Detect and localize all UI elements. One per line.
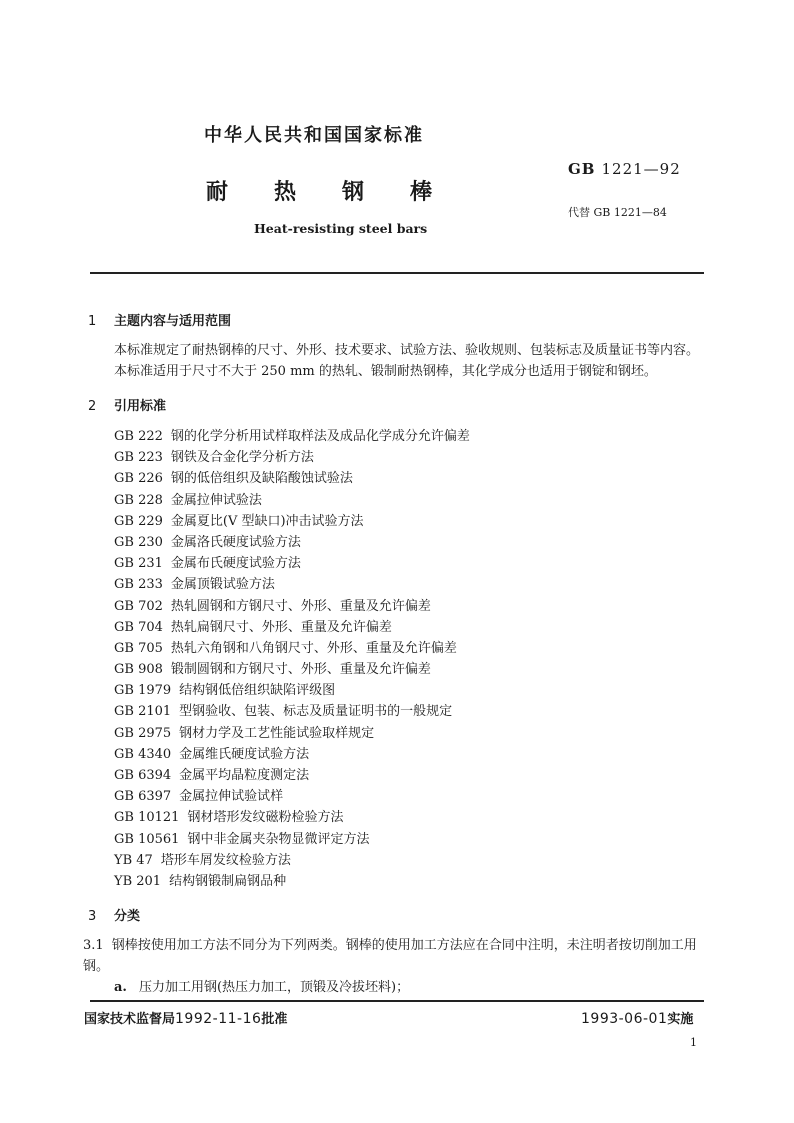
reference-item <box>114 511 470 532</box>
reference-title: 塔形车屑发纹检验方法 <box>160 852 291 868</box>
reference-code: YB 201 <box>114 873 162 889</box>
section-1-paragraph-1: 本标准规定了耐热钢棒的尺寸、外形、技术要求、试验方法、验收规则、包装标志及质量证书等内容。 <box>114 343 700 358</box>
reference-code: GB 226 <box>114 471 163 487</box>
reference-code: GB 908 <box>114 662 163 678</box>
approval-date: 1992-11-16 <box>175 1011 262 1027</box>
clause-3-1-number: 3.1 <box>83 938 104 953</box>
reference-item <box>114 532 470 553</box>
reference-title: 型钢验收、包装、标志及质量证明书的一般规定 <box>179 704 453 720</box>
reference-title: 金属顶锻试验方法 <box>170 577 275 593</box>
reference-item <box>114 596 470 617</box>
reference-title: 金属洛氏硬度试验方法 <box>170 534 301 550</box>
reference-item <box>114 553 470 574</box>
reference-item <box>114 680 470 701</box>
reference-title: 金属维氏硬度试验方法 <box>179 746 310 762</box>
section-1-paragraph-2: 本标准适用于尺寸不大于 250 mm 的热轧、锻制耐热钢棒，其化学成分也适用于钢锭和钢坯。 <box>114 364 657 379</box>
list-item-a-label: a. <box>114 980 127 995</box>
reference-code: GB 228 <box>114 492 163 508</box>
reference-title: 热轧六角钢和八角钢尺寸、外形、重量及允许偏差 <box>170 640 457 656</box>
reference-item <box>114 659 470 680</box>
reference-item <box>114 744 470 765</box>
reference-item <box>114 468 470 489</box>
country-standard-heading: 中华人民共和国国家标准 <box>204 125 424 146</box>
reference-code: GB 702 <box>114 598 163 614</box>
section-1-heading <box>88 310 231 329</box>
reference-item <box>114 638 470 659</box>
reference-code: GB 229 <box>114 513 163 529</box>
reference-title: 结构钢低倍组织缺陷评级图 <box>179 683 336 699</box>
effective-date: 1993-06-01 <box>581 1011 668 1027</box>
approval-suffix: 批准 <box>261 1012 288 1027</box>
section-1-title: 主题内容与适用范围 <box>114 314 232 329</box>
reference-code: GB 2975 <box>114 725 172 741</box>
reference-title: 钢中非金属夹杂物显微评定方法 <box>187 831 370 847</box>
reference-title: 钢材力学及工艺性能试验取样规定 <box>179 725 375 741</box>
reference-title: 金属夏比(V 型缺口)冲击试验方法 <box>170 513 364 529</box>
reference-code: GB 10561 <box>114 831 180 847</box>
section-3-heading <box>88 905 140 924</box>
reference-code: GB 222 <box>114 429 163 444</box>
reference-code: GB 231 <box>114 556 163 572</box>
reference-item <box>114 447 470 468</box>
reference-title: 金属布氏硬度试验方法 <box>170 556 301 572</box>
reference-code: GB 6394 <box>114 768 172 783</box>
reference-code: GB 704 <box>114 619 163 635</box>
reference-title: 锻制圆钢和方钢尺寸、外形、重量及允许偏差 <box>170 662 431 678</box>
reference-code: GB 2101 <box>114 704 172 720</box>
reference-item <box>114 807 470 828</box>
reference-title: 金属拉伸试验法 <box>170 492 262 508</box>
section-3-title: 分类 <box>114 909 141 924</box>
reference-title: 热轧扁钢尺寸、外形、重量及允许偏差 <box>170 619 392 635</box>
reference-item <box>114 490 470 511</box>
section-2-title: 引用标准 <box>114 399 167 414</box>
reference-title: 金属拉伸试验试样 <box>179 789 284 805</box>
clause-3-1-text: 钢棒按使用加工方法不同分为下列两类。钢棒的使用加工方法应在合同中注明，未注明者按切削加工用钢。 <box>83 938 697 974</box>
reference-item <box>114 871 470 892</box>
list-item-a <box>114 976 409 995</box>
document-title-en: Heat-resisting steel bars <box>254 221 428 236</box>
section-2-heading <box>88 395 166 414</box>
reference-code: GB 705 <box>114 640 163 656</box>
footer-divider <box>90 1000 704 1002</box>
approval-line <box>84 1008 287 1027</box>
reference-code: GB 1979 <box>114 683 172 699</box>
document-title-cn: 耐热钢棒 <box>206 180 479 205</box>
reference-item <box>114 786 470 807</box>
section-3-number: 3 <box>88 909 97 924</box>
approval-org: 国家技术监督局 <box>84 1012 176 1027</box>
reference-item <box>114 765 470 786</box>
reference-code: GB 223 <box>114 450 163 466</box>
standard-number <box>568 160 681 178</box>
header-divider <box>90 272 704 274</box>
section-1-number: 1 <box>88 314 97 329</box>
reference-item <box>114 701 470 722</box>
reference-item <box>114 426 470 447</box>
reference-item <box>114 574 470 595</box>
effective-suffix: 实施 <box>667 1012 694 1027</box>
reference-item <box>114 617 470 638</box>
reference-title: 钢的化学分析用试样取样法及成品化学成分允许偏差 <box>170 429 470 444</box>
reference-code: GB 10121 <box>114 810 180 826</box>
reference-code: GB 233 <box>114 577 163 593</box>
referenced-standards-list <box>114 426 470 892</box>
reference-title: 钢材塔形发纹磁粉检验方法 <box>187 810 344 826</box>
effective-line <box>581 1008 693 1027</box>
reference-code: GB 4340 <box>114 746 172 762</box>
reference-title: 结构钢锻制扁钢品种 <box>169 873 287 889</box>
standard-prefix: GB <box>568 160 596 178</box>
section-2-number: 2 <box>88 399 97 414</box>
reference-item <box>114 723 470 744</box>
page-number: 1 <box>690 1036 697 1049</box>
standard-code: 1221—92 <box>601 160 681 178</box>
clause-3-1 <box>83 935 708 977</box>
reference-title: 钢铁及合金化学分析方法 <box>170 450 314 466</box>
reference-code: GB 230 <box>114 534 163 550</box>
reference-title: 钢的低倍组织及缺陷酸蚀试验法 <box>170 471 353 487</box>
reference-title: 金属平均晶粒度测定法 <box>179 768 310 783</box>
reference-title: 热轧圆钢和方钢尺寸、外形、重量及允许偏差 <box>170 598 431 614</box>
reference-code: YB 47 <box>114 852 153 868</box>
list-item-a-text: 压力加工用钢(热压力加工，顶锻及冷拔坯料)； <box>138 980 410 995</box>
reference-item <box>114 850 470 871</box>
reference-item <box>114 829 470 850</box>
reference-code: GB 6397 <box>114 789 172 805</box>
replaces-standard: 代替 GB 1221—84 <box>568 206 667 219</box>
